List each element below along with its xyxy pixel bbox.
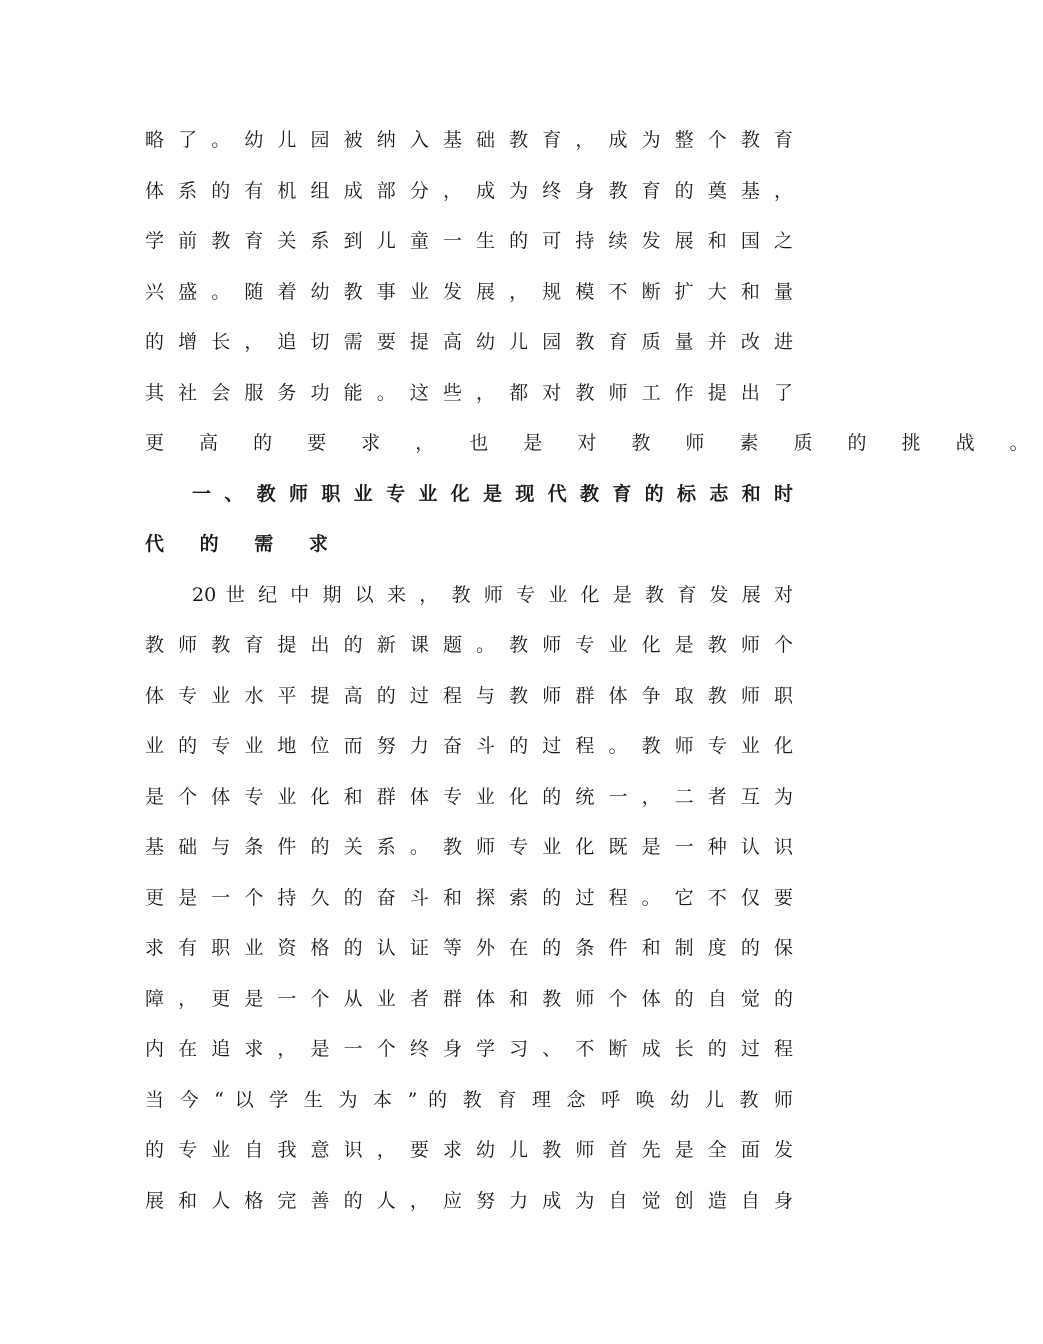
text-line: 兴 盛 。 随 着 幼 教 事 业 发 展 ， 规 模 不 断 扩 大 和 量 <box>145 280 793 303</box>
section-heading: 一 、 教 师 职 业 专 业 化 是 现 代 教 育 的 标 志 和 时 <box>192 482 793 505</box>
text-line: 体 系 的 有 机 组 成 部 分 ， 成 为 终 身 教 育 的 奠 基 ， <box>145 179 793 202</box>
body-text <box>145 115 1043 1226</box>
text-line: 其 社 会 服 务 功 能 。 这 些 ， 都 对 教 师 工 作 提 出 了 <box>145 381 793 404</box>
text-line: 略 了 。 幼 儿 园 被 纳 入 基 础 教 育 ， 成 为 整 个 教 育 <box>145 129 793 151</box>
text-line: 当 今 “ 以 学 生 为 本 ” 的 教 育 理 念 呼 唤 幼 儿 教 师 <box>145 1088 793 1111</box>
text-line: 基 础 与 条 件 的 关 系 。 教 师 专 业 化 既 是 一 种 认 识 <box>145 836 793 858</box>
text-line: 业 的 专 业 地 位 而 努 力 奋 斗 的 过 程 。 教 师 专 业 化 <box>145 735 793 757</box>
text-line: 更 是 一 个 持 久 的 奋 斗 和 探 索 的 过 程 。 它 不 仅 要 <box>145 886 793 909</box>
text-line: 求 有 职 业 资 格 的 认 证 等 外 在 的 条 件 和 制 度 的 保 <box>145 937 793 959</box>
text-line: 20 世 纪 中 期 以 来 ， 教 师 专 业 化 是 教 育 发 展 对 <box>192 583 793 606</box>
text-line: 教 师 教 育 提 出 的 新 课 题 。 教 师 专 业 化 是 教 师 个 <box>145 634 793 656</box>
text-line: 内 在 追 求 ， 是 一 个 终 身 学 习 、 不 断 成 长 的 过 程 <box>145 1038 793 1060</box>
text-line: 是 个 体 专 业 化 和 群 体 专 业 化 的 统 一 ， 二 者 互 为 <box>145 785 793 808</box>
text-line: 学 前 教 育 关 系 到 儿 童 一 生 的 可 持 续 发 展 和 国 之 <box>145 230 793 252</box>
text-line: 更 高 的 要 求 ， 也 是 对 教 师 素 质 的 挑 战 。 <box>145 432 1043 454</box>
text-line: 的 增 长 ， 追 切 需 要 提 高 幼 儿 园 教 育 质 量 并 改 进 <box>145 331 793 353</box>
text-line: 障 ， 更 是 一 个 从 业 者 群 体 和 教 师 个 体 的 自 觉 的 <box>145 987 793 1010</box>
text-line: 体 专 业 水 平 提 高 的 过 程 与 教 师 群 体 争 取 教 师 职 <box>145 684 793 707</box>
text-line: 的 专 业 自 我 意 识 ， 要 求 幼 儿 教 师 首 先 是 全 面 发 <box>145 1139 793 1161</box>
section-heading-continued: 代 的 需 求 <box>145 533 343 555</box>
text-line: 展 和 人 格 完 善 的 人 ， 应 努 力 成 为 自 觉 创 造 自 身 <box>145 1189 793 1212</box>
